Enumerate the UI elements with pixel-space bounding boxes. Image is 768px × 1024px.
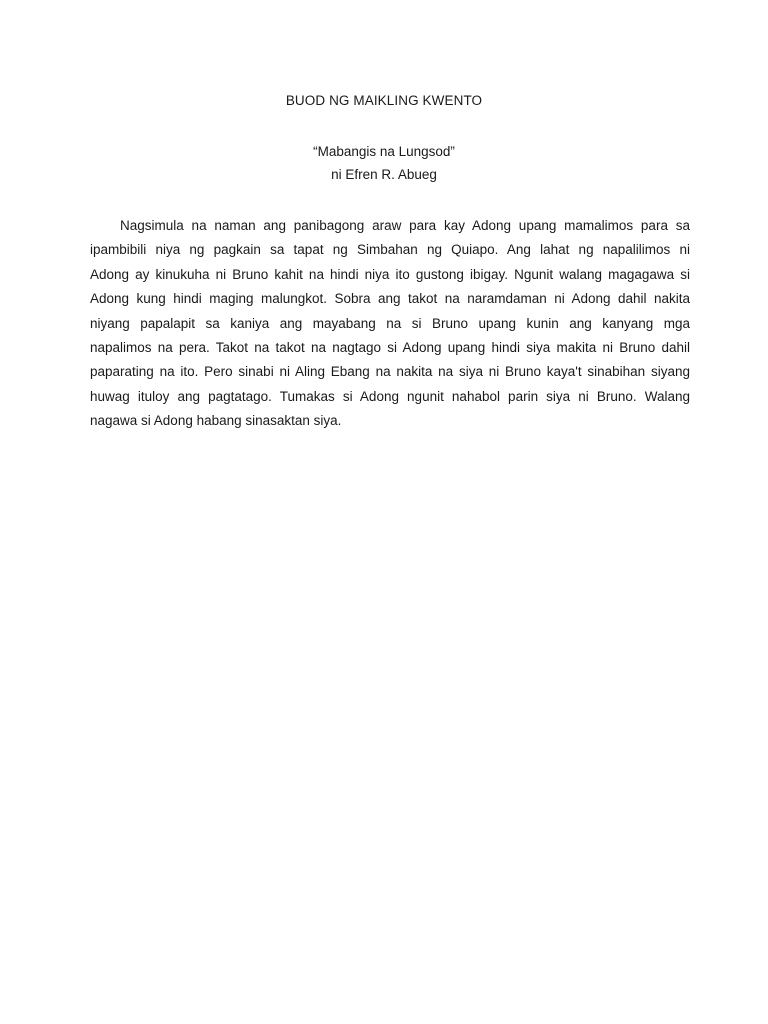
paragraph-line: Nagsimula na naman ang panibagong araw para kay Adong upang mamalimos para sa [120, 218, 690, 233]
paragraph-line: Adong ay kinukuha ni Bruno kahit na hindi niya ito gustong ibigay. Ngunit walang magagawa si [90, 266, 690, 282]
paragraph-line: paparating na ito. Pero sinabi ni Aling Ebang na nakita na siya ni Bruno kaya't sinabihan siyang [90, 364, 690, 380]
paragraph-line: Adong kung hindi maging malungkot. Sobra ang takot na naramdaman ni Adong dahil nakita [90, 291, 690, 307]
paragraph-line: niyang papalapit sa kaniya ang mayabang na si Bruno upang kunin ang kanyang mga [90, 315, 690, 331]
story-author: ni Efren R. Abueg [331, 167, 437, 182]
summary-paragraph [90, 214, 690, 434]
document-heading: BUOD NG MAIKLING KWENTO [285, 93, 483, 108]
paragraph-line: huwag ituloy ang pagtatago. Tumakas si Adong ngunit nahabol parin siya ni Bruno. Walang [90, 388, 690, 404]
paragraph-line: nagawa si Adong habang sinasaktan siya. [90, 413, 342, 429]
paragraph-line: ipambibili niya ng pagkain sa tapat ng Simbahan ng Quiapo. Ang lahat ng napalilimos ni [90, 242, 690, 258]
story-title: “Mabangis na Lungsod” [313, 144, 455, 159]
paragraph-line: napalimos na pera. Takot na takot na nagtago si Adong upang hindi siya makita ni Bruno dahil [90, 340, 690, 356]
